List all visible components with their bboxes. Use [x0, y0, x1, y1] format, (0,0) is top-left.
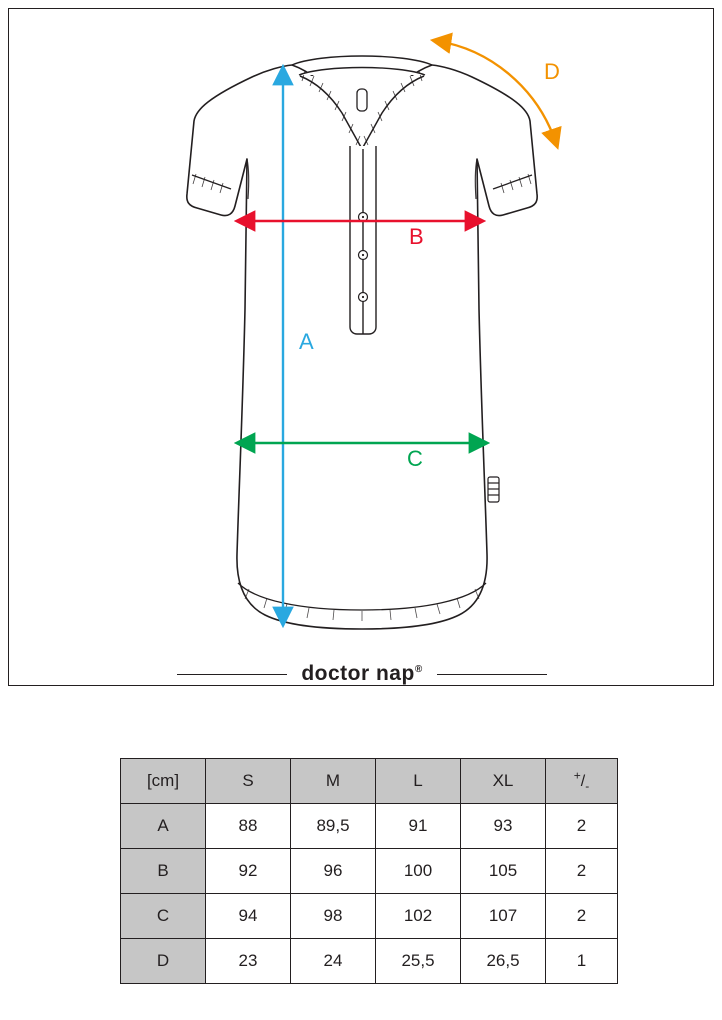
- brand-rule-right: [437, 674, 547, 675]
- tolerance-header: [546, 759, 618, 804]
- brand-logo: [287, 662, 436, 686]
- row-label-d: D: [121, 939, 206, 984]
- table-row: [121, 804, 618, 849]
- cell-c-xl: 107: [461, 894, 546, 939]
- cell-c-m: 98: [291, 894, 376, 939]
- brand-row: [9, 654, 715, 694]
- row-label-c: C: [121, 894, 206, 939]
- cell-d-xl: 26,5: [461, 939, 546, 984]
- measure-b-label: B: [409, 224, 424, 249]
- row-label-b: B: [121, 849, 206, 894]
- size-header-s: S: [206, 759, 291, 804]
- size-table-wrapper: [120, 758, 602, 984]
- cell-b-m: 96: [291, 849, 376, 894]
- garment-diagram-panel: [8, 8, 714, 686]
- cell-a-s: 88: [206, 804, 291, 849]
- cell-a-tolerance: 2: [546, 804, 618, 849]
- brand-rule-left: [177, 674, 287, 675]
- tolerance-plus: +: [573, 768, 581, 783]
- cell-a-l: 91: [376, 804, 461, 849]
- brand-text: doctor nap: [301, 662, 415, 685]
- tolerance-slash: /: [580, 773, 586, 791]
- cell-c-tolerance: 2: [546, 894, 618, 939]
- measure-d-label: D: [544, 59, 560, 84]
- unit-header: [cm]: [121, 759, 206, 804]
- size-header-xl: XL: [461, 759, 546, 804]
- cell-a-xl: 93: [461, 804, 546, 849]
- tolerance-minus: -: [585, 779, 590, 794]
- cell-d-tolerance: 1: [546, 939, 618, 984]
- size-header-l: L: [376, 759, 461, 804]
- size-table: [120, 758, 618, 984]
- row-label-a: A: [121, 804, 206, 849]
- cell-b-l: 100: [376, 849, 461, 894]
- cell-c-l: 102: [376, 894, 461, 939]
- table-row: [121, 894, 618, 939]
- cell-c-s: 94: [206, 894, 291, 939]
- cell-d-s: 23: [206, 939, 291, 984]
- table-row: [121, 939, 618, 984]
- cell-b-tolerance: 2: [546, 849, 618, 894]
- cell-b-xl: 105: [461, 849, 546, 894]
- cell-b-s: 92: [206, 849, 291, 894]
- measure-a-label: A: [299, 329, 314, 354]
- cell-d-l: 25,5: [376, 939, 461, 984]
- registered-mark: ®: [414, 664, 423, 675]
- cell-d-m: 24: [291, 939, 376, 984]
- measure-c-label: C: [407, 446, 423, 471]
- cell-a-m: 89,5: [291, 804, 376, 849]
- garment-illustration: [9, 9, 715, 687]
- size-header-m: M: [291, 759, 376, 804]
- table-row: [121, 849, 618, 894]
- table-header-row: [121, 759, 618, 804]
